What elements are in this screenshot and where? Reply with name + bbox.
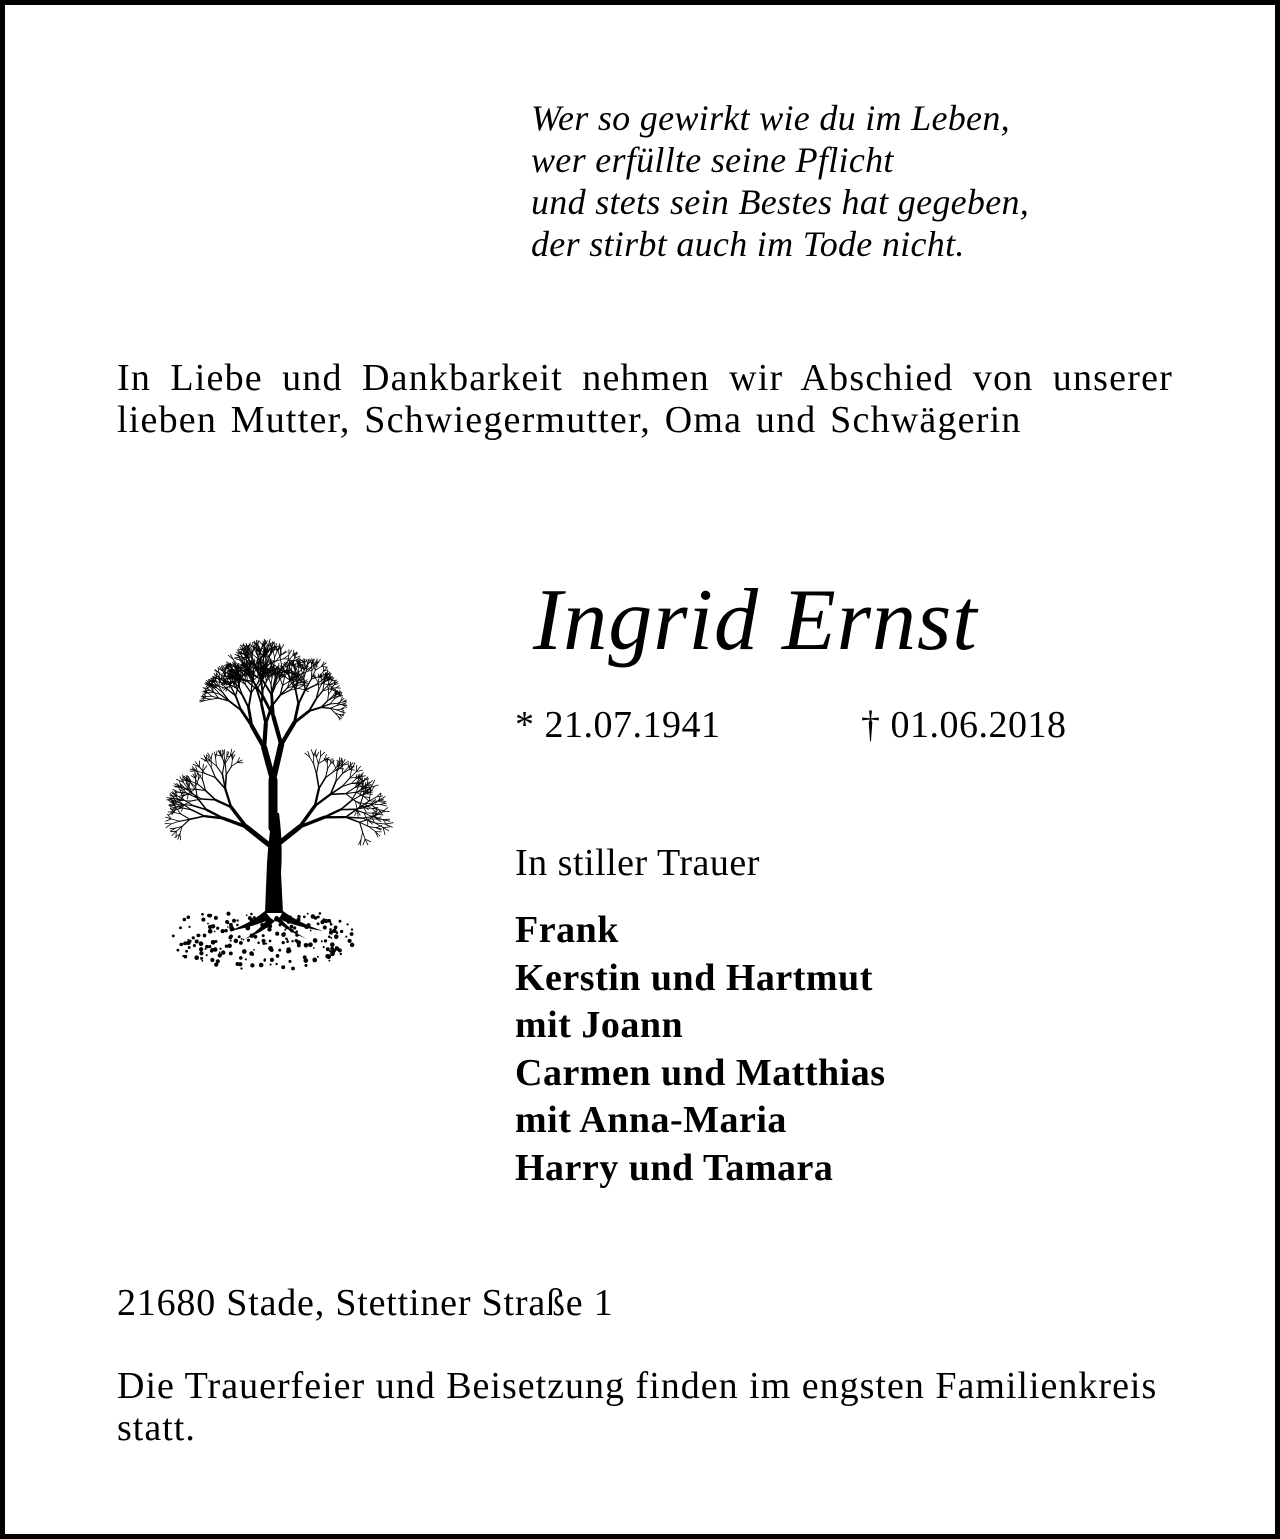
- poem-line: der stirbt auch im Tode nicht.: [531, 224, 965, 264]
- family-member: Frank: [515, 909, 619, 951]
- closing-text: Die Trauerfeier und Beisetzung finden im engsten Familienkreis statt.: [117, 1365, 1158, 1449]
- mourning-label: In stiller Trauer: [515, 842, 760, 884]
- poem-line: Wer so gewirkt wie du im Leben,: [531, 98, 1010, 138]
- poem-line: wer erfüllte seine Pflicht: [531, 140, 894, 180]
- intro-text: In Liebe und Dankbarkeit nehmen wir Abschied von unserer lieben Mutter, Schwiegermutter, Oma und Schwägerin: [117, 357, 1173, 441]
- family-member: mit Joann: [515, 1004, 684, 1046]
- family-member: Kerstin und Hartmut: [515, 956, 873, 999]
- tree-icon: [133, 613, 413, 993]
- birth-date: * 21.07.1941: [515, 704, 721, 746]
- family-member: Harry und Tamara: [515, 1146, 834, 1189]
- family-member: mit Anna-Maria: [515, 1099, 787, 1141]
- death-date: † 01.06.2018: [861, 704, 1067, 746]
- address: 21680 Stade, Stettiner Straße 1: [117, 1282, 614, 1324]
- family-member: Carmen und Matthias: [515, 1051, 886, 1094]
- poem: [531, 97, 1151, 265]
- poem-line: und stets sein Bestes hat gegeben,: [531, 182, 1030, 222]
- family-list: [515, 907, 886, 1192]
- deceased-name: Ingrid Ernst: [533, 572, 978, 669]
